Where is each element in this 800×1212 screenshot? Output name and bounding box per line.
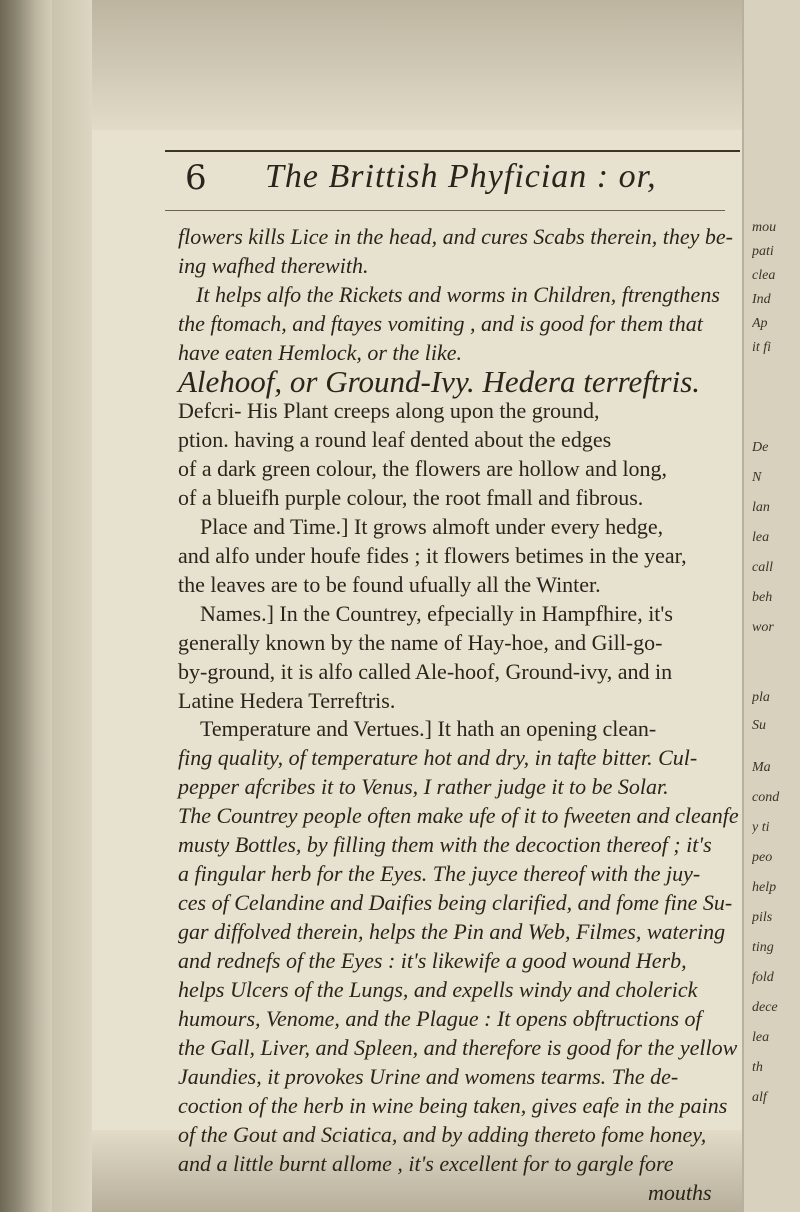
page-gutter (52, 0, 92, 1212)
adjacent-fragment: peo (752, 850, 773, 865)
adjacent-fragment: N (752, 470, 762, 485)
adjacent-fragment: pils (752, 910, 773, 925)
page-number: 6 (185, 158, 207, 198)
body-line: a fingular herb for the Eyes. The juyce thereof with the juy- (178, 861, 701, 886)
body-line: Jaundies, it provokes Urine and womens tearms. The de- (178, 1064, 679, 1089)
adjacent-fragment: th (752, 1060, 763, 1075)
adjacent-fragment: lea (752, 1030, 770, 1045)
page-top-shadow (92, 0, 742, 130)
body-line: by-ground, it is alfo called Ale-hoof, Ground-ivy, and in (178, 659, 673, 684)
adjacent-fragment: it fi (752, 340, 772, 355)
adjacent-fragment: lea (752, 530, 770, 545)
body-line: of a blueifh purple colour, the root fmall and fibrous. (178, 485, 644, 510)
body-line: flowers kills Lice in the head, and cures Scabs therein, they be- (178, 224, 733, 249)
body-line: gar diffolved therein, helps the Pin and Web, Filmes, watering (178, 919, 726, 944)
adjacent-fragment: pati (752, 244, 774, 259)
adjacent-fragment: y ti (752, 820, 770, 835)
body-line: It helps alfo the Rickets and worms in Children, ftrengthens (196, 282, 720, 307)
adjacent-fragment: Su (752, 718, 766, 733)
body-line: ces of Celandine and Daifies being clarified, and fome fine Su- (178, 890, 733, 915)
body-line: Names.] In the Countrey, efpecially in Hampfhire, it's (200, 601, 673, 626)
book-spine-shadow (0, 0, 52, 1212)
adjacent-fragment: De (752, 440, 769, 455)
adjacent-fragment: Ap (752, 316, 768, 331)
adjacent-fragment: clea (752, 268, 776, 283)
body-line: fing quality, of temperature hot and dry, in tafte bitter. Cul- (178, 745, 698, 770)
body-line: the Gall, Liver, and Spleen, and therefore is good for the yellow (178, 1035, 738, 1060)
body-line: of a dark green colour, the flowers are hollow and long, (178, 456, 668, 481)
body-line: Temperature and Vertues.] It hath an opening clean- (200, 716, 657, 741)
header-rule (165, 150, 740, 152)
adjacent-fragment: Ind (752, 292, 771, 307)
body-line: and rednefs of the Eyes : it's likewife a good wound Herb, (178, 948, 687, 973)
body-line: Latine Hedera Terreftris. (178, 688, 396, 713)
body-line: generally known by the name of Hay-hoe, and Gill-go- (178, 630, 663, 655)
running-title: The Brittish Phyfician : or, (265, 158, 657, 195)
body-line: ing wafhed therewith. (178, 253, 369, 278)
body-line: Place and Time.] It grows almoft under every hedge, (200, 514, 664, 539)
body-line: and a little burnt allome , it's excellent for to gargle fore (178, 1151, 674, 1176)
adjacent-fragment: help (752, 880, 777, 895)
adjacent-fragment: dece (752, 1000, 778, 1015)
header-rule-lower (165, 210, 725, 211)
adjacent-fragment: call (752, 560, 773, 575)
body-line: the ftomach, and ftayes vomiting , and is good for them that (178, 311, 703, 336)
body-line: ption. having a round leaf dented about the edges (178, 427, 612, 452)
body-line: have eaten Hemlock, or the like. (178, 340, 463, 365)
adjacent-fragment: mou (752, 220, 777, 235)
adjacent-fragment: pla (752, 690, 770, 705)
body-line: coction of the herb in wine being taken, gives eafe in the pains (178, 1093, 728, 1118)
body-line: mouths (648, 1180, 712, 1205)
body-line: humours, Venome, and the Plague : It opens obftructions of (178, 1006, 702, 1031)
body-line: The Countrey people often make ufe of it to fweeten and cleanfe (178, 803, 739, 828)
adjacent-fragment: Ma (752, 760, 771, 775)
body-line: musty Bottles, by filling them with the decoction thereof ; it's (178, 832, 712, 857)
body-line: the leaves are to be found ufually all the Winter. (178, 572, 601, 597)
adjacent-fragment: lan (752, 500, 770, 515)
section-heading: Alehoof, or Ground-Ivy. Hedera terreftris. (178, 364, 701, 399)
body-line: of the Gout and Sciatica, and by adding thereto fome honey, (178, 1122, 707, 1147)
body-line: Defcri- His Plant creeps along upon the ground, (178, 398, 600, 423)
adjacent-fragment: fold (752, 970, 774, 985)
adjacent-fragment: cond (752, 790, 780, 805)
adjacent-fragment: beh (752, 590, 773, 605)
adjacent-fragment: ting (752, 940, 774, 955)
adjacent-fragment: wor (752, 620, 774, 635)
body-line: helps Ulcers of the Lungs, and expells windy and cholerick (178, 977, 698, 1002)
adjacent-fragment: alf (752, 1090, 767, 1105)
body-line: and alfo under houfe fides ; it flowers betimes in the year, (178, 543, 687, 568)
body-line: pepper afcribes it to Venus, I rather judge it to be Solar. (178, 774, 669, 799)
